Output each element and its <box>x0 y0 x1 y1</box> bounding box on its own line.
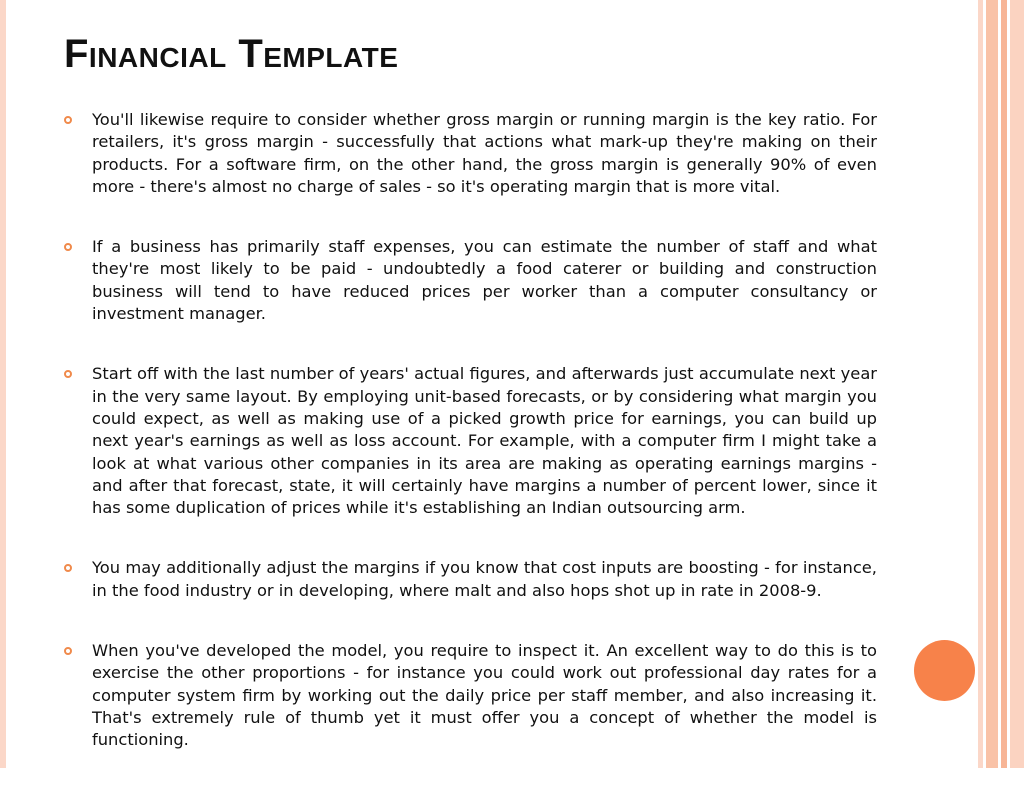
decorative-circle <box>914 640 975 701</box>
bullet-marker-icon <box>64 640 92 662</box>
bullet-text: You may additionally adjust the margins if you know that cost inputs are boosting - for instance, in the food industry or in developing, where malt and also hops shot up in rate in 2008-9. <box>92 558 877 600</box>
right-frame-stripes <box>978 0 1024 768</box>
bullet-item <box>64 640 877 751</box>
bullet-marker-icon <box>64 363 92 385</box>
bullet-list <box>64 109 877 790</box>
frame-stripe <box>986 0 998 768</box>
bullet-text: If a business has primarily staff expenses, you can estimate the number of staff and what they're most likely to be paid - undoubtedly a food caterer or building and construction business will tend to have reduced prices per worker than a computer consultancy or investment manager. <box>92 237 877 324</box>
bullet-text: You'll likewise require to consider whether gross margin or running margin is the key ratio. For retailers, it's gross margin - successfully that actions what mark-up they're making on their products. For a software firm, on the other hand, the gross margin is generally 90% of even more - there's almost no charge of sales - so it's operating margin that is more vital. <box>92 110 877 196</box>
slide-title: Financial Template <box>64 32 399 76</box>
bullet-item <box>64 557 877 602</box>
bullet-marker-icon <box>64 557 92 579</box>
bullet-item <box>64 236 877 325</box>
bullet-marker-icon <box>64 236 92 258</box>
bullet-marker-icon <box>64 109 92 131</box>
bullet-item <box>64 109 877 198</box>
bullet-text: Start off with the last number of years' actual figures, and afterwards just accumulate next year in the very same layout. By employing unit-based forecasts, or by considering what margin you could expect, as well as making use of a picked growth price for earnings, you can build up next year's earnings as well as loss account. For example, with a computer firm I might take a look at what various other companies in its area are making as operating earnings margins - and after that forecast, state, it will certainly have margins a number of percent lower, since it has some duplication of prices while it's establishing an Indian outsourcing arm. <box>92 364 877 518</box>
bullet-item <box>64 363 877 519</box>
frame-stripe <box>1010 0 1024 768</box>
bullet-text: When you've developed the model, you require to inspect it. An excellent way to do this is to exercise the other proportions - for instance you could work out professional day rates for a computer system firm by working out the daily price per staff member, and also increasing it. That's extremely rule of thumb yet it must offer you a concept of whether the model is functioning. <box>92 641 877 750</box>
left-frame-stripe <box>0 0 6 768</box>
